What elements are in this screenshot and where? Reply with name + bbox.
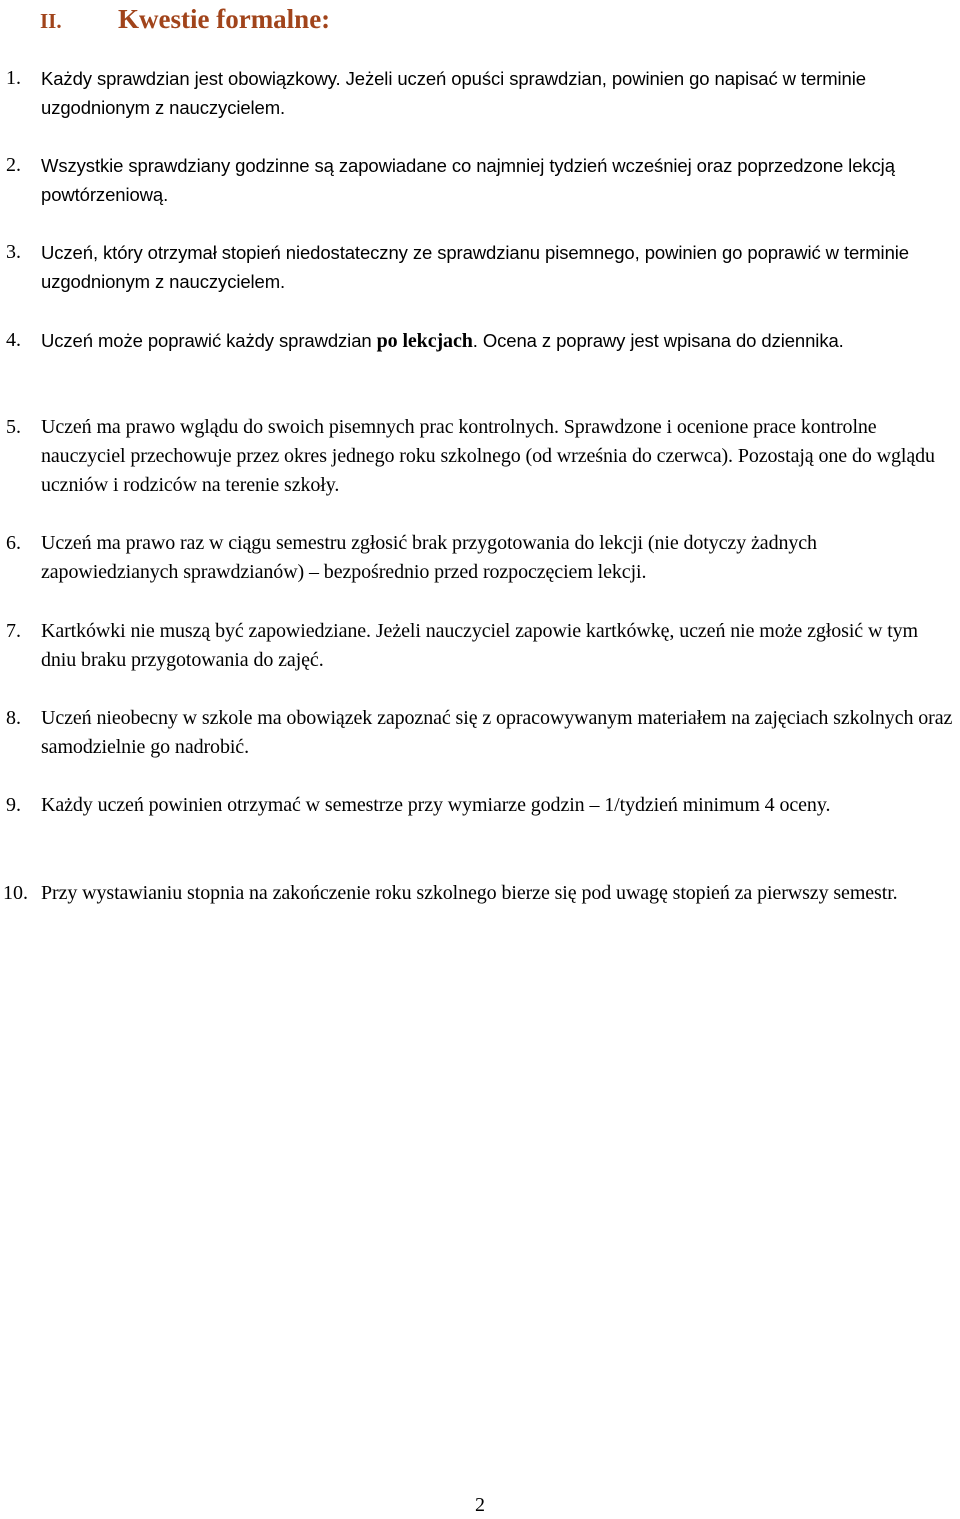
list-item-number: 3. xyxy=(6,241,21,263)
list-item-text-part: Uczeń nieobecny w szkole ma obowiązek zapoznać się z opracowywanym materiałem na zajęciach szkolnych oraz samodzielnie go nadrobić. xyxy=(41,707,953,758)
list-item-text-part: . Ocena z poprawy jest wpisana do dziennika. xyxy=(472,330,844,351)
list-item-number: 6. xyxy=(6,532,21,554)
list-item-text xyxy=(41,704,957,762)
list-item-number: 7. xyxy=(6,620,21,642)
list-item-number: 5. xyxy=(6,416,21,438)
list-item-text xyxy=(41,413,957,500)
list-item-number: 8. xyxy=(6,707,21,729)
list-item-number: 9. xyxy=(6,794,21,816)
list-item-text-part: Wszystkie sprawdziany godzinne są zapowiadane co najmniej tydzień wcześniej oraz poprzedzone lekcją powtórzeniową. xyxy=(41,155,895,205)
list-item-number: 10. xyxy=(3,882,28,904)
list-item-text xyxy=(41,617,957,675)
list-item-text-part: Uczeń może poprawić każdy sprawdzian xyxy=(41,330,377,351)
list-item-text-part: Każdy uczeń powinien otrzymać w semestrze przy wymiarze godzin – 1/tydzień minimum 4 oceny. xyxy=(41,794,831,816)
section-title: Kwestie formalne: xyxy=(118,4,331,34)
list-item-number: 2. xyxy=(6,154,21,176)
section-number: II. xyxy=(40,9,62,33)
list-item-text-part: Każdy sprawdzian jest obowiązkowy. Jeżeli uczeń opuści sprawdzian, powinien go napisać w terminie uzgodnionym z nauczycielem. xyxy=(41,68,866,118)
list-item-text xyxy=(41,151,957,209)
list-item-text xyxy=(41,879,957,908)
list-item-text xyxy=(41,326,957,356)
list-item-text-part: Uczeń ma prawo raz w ciągu semestru zgłosić brak przygotowania do lekcji (nie dotyczy żadnych zapowiedzianych sprawdzianów) – bezpośrednio przed rozpoczęciem lekcji. xyxy=(41,532,817,583)
list-item-text xyxy=(41,529,957,587)
page-number: 2 xyxy=(475,1494,485,1516)
list-item-text-part: Uczeń ma prawo wglądu do swoich pisemnych prac kontrolnych. Sprawdzone i ocenione prace kontrolne nauczyciel przechowuje przez okres jednego roku szkolnego (od września do czerwca). Pozostają one do wglądu uczniów i rodziców na terenie szkoły. xyxy=(41,416,935,496)
list-item-text-part: Kartkówki nie muszą być zapowiedziane. Jeżeli nauczyciel zapowie kartkówkę, uczeń nie może zgłosić w tym dniu braku przygotowania do zajęć. xyxy=(41,620,919,671)
list-item-text xyxy=(41,238,957,296)
list-item-text xyxy=(41,64,957,122)
list-item-text-part: Uczeń, który otrzymał stopień niedostateczny ze sprawdzianu pisemnego, powinien go poprawić w terminie uzgodnionym z nauczycielem. xyxy=(41,242,909,292)
list-item-text-emphasis: po lekcjach xyxy=(376,330,473,352)
list-item-text xyxy=(41,791,957,820)
list-item-number: 1. xyxy=(6,67,21,89)
list-item-text-part: Przy wystawianiu stopnia na zakończenie roku szkolnego bierze się pod uwagę stopień za pierwszy semestr. xyxy=(41,882,898,904)
list-item-number: 4. xyxy=(6,329,21,351)
section-heading xyxy=(40,4,330,35)
